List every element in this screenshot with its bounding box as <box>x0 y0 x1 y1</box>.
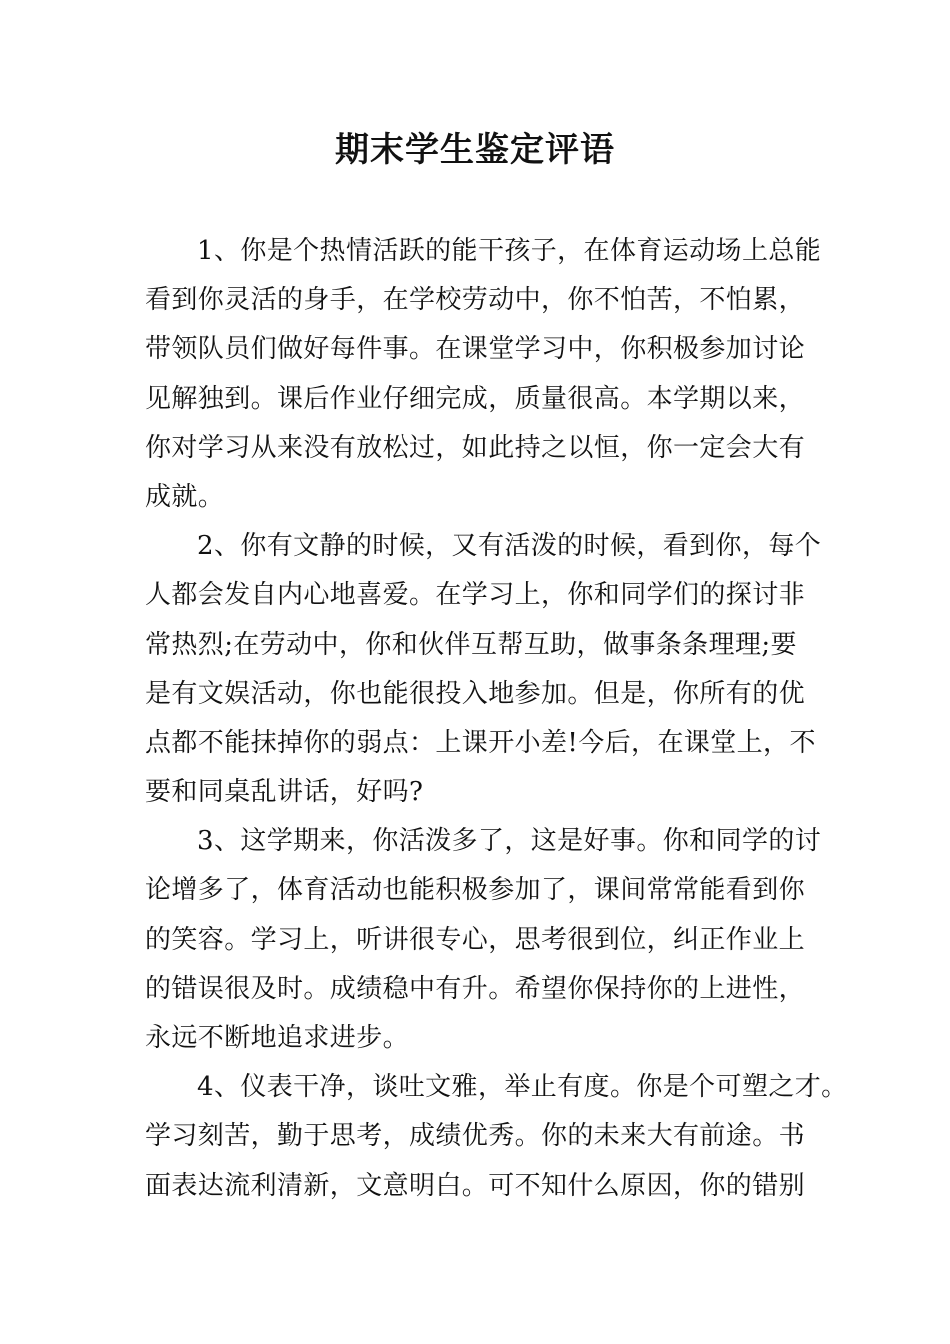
paragraph-line: 你对学习从来没有放松过，如此持之以恒，你一定会大有 <box>145 432 806 463</box>
paragraph-line: 人都会发自内心地喜爱。在学习上，你和同学们的探讨非 <box>145 580 806 611</box>
paragraph-line: 学习刻苦，勤于思考，成绩优秀。你的未来大有前途。书 <box>145 1121 806 1152</box>
document-title: 期末学生鉴定评语 <box>335 130 615 170</box>
paragraph-line: 4、仪表干净，谈吐文雅，举止有度。你是个可塑之才。 <box>197 1072 848 1103</box>
paragraph-line: 的错误很及时。成绩稳中有升。希望你保持你的上进性， <box>145 973 806 1004</box>
document-body <box>145 227 848 1211</box>
paragraph-line: 点都不能抹掉你的弱点：上课开小差!今后，在课堂上，不 <box>145 727 816 758</box>
paragraph-line: 成就。 <box>145 481 225 512</box>
paragraph-line: 论增多了，体育活动也能积极参加了，课间常常能看到你 <box>145 875 806 906</box>
paragraph-line: 见解独到。课后作业仔细完成，质量很高。本学期以来， <box>145 383 806 414</box>
paragraph-line: 常热烈;在劳动中，你和伙伴互帮互助，做事条条理理;要 <box>145 629 797 660</box>
paragraph-line: 看到你灵活的身手，在学校劳动中，你不怕苦，不怕累， <box>145 285 806 316</box>
paragraph-line: 2、你有文静的时候，又有活泼的时候，看到你，每个 <box>197 531 822 562</box>
paragraph-line: 带领队员们做好每件事。在课堂学习中，你积极参加讨论 <box>145 334 806 365</box>
paragraph-line: 3、这学期来，你活泼多了，这是好事。你和同学的讨 <box>197 826 822 857</box>
paragraph-line: 永远不断地追求进步。 <box>145 1023 410 1053</box>
paragraph-line: 1、你是个热情活跃的能干孩子，在体育运动场上总能 <box>197 236 822 266</box>
paragraph-line: 的笑容。学习上，听讲很专心，思考很到位，纠正作业上 <box>145 924 806 955</box>
paragraph-line: 面表达流利清新，文意明白。可不知什么原因，你的错别 <box>145 1170 806 1201</box>
paragraph-line: 是有文娱活动，你也能很投入地参加。但是，你所有的优 <box>145 678 806 709</box>
paragraph-line: 要和同桌乱讲话，好吗? <box>145 777 424 808</box>
